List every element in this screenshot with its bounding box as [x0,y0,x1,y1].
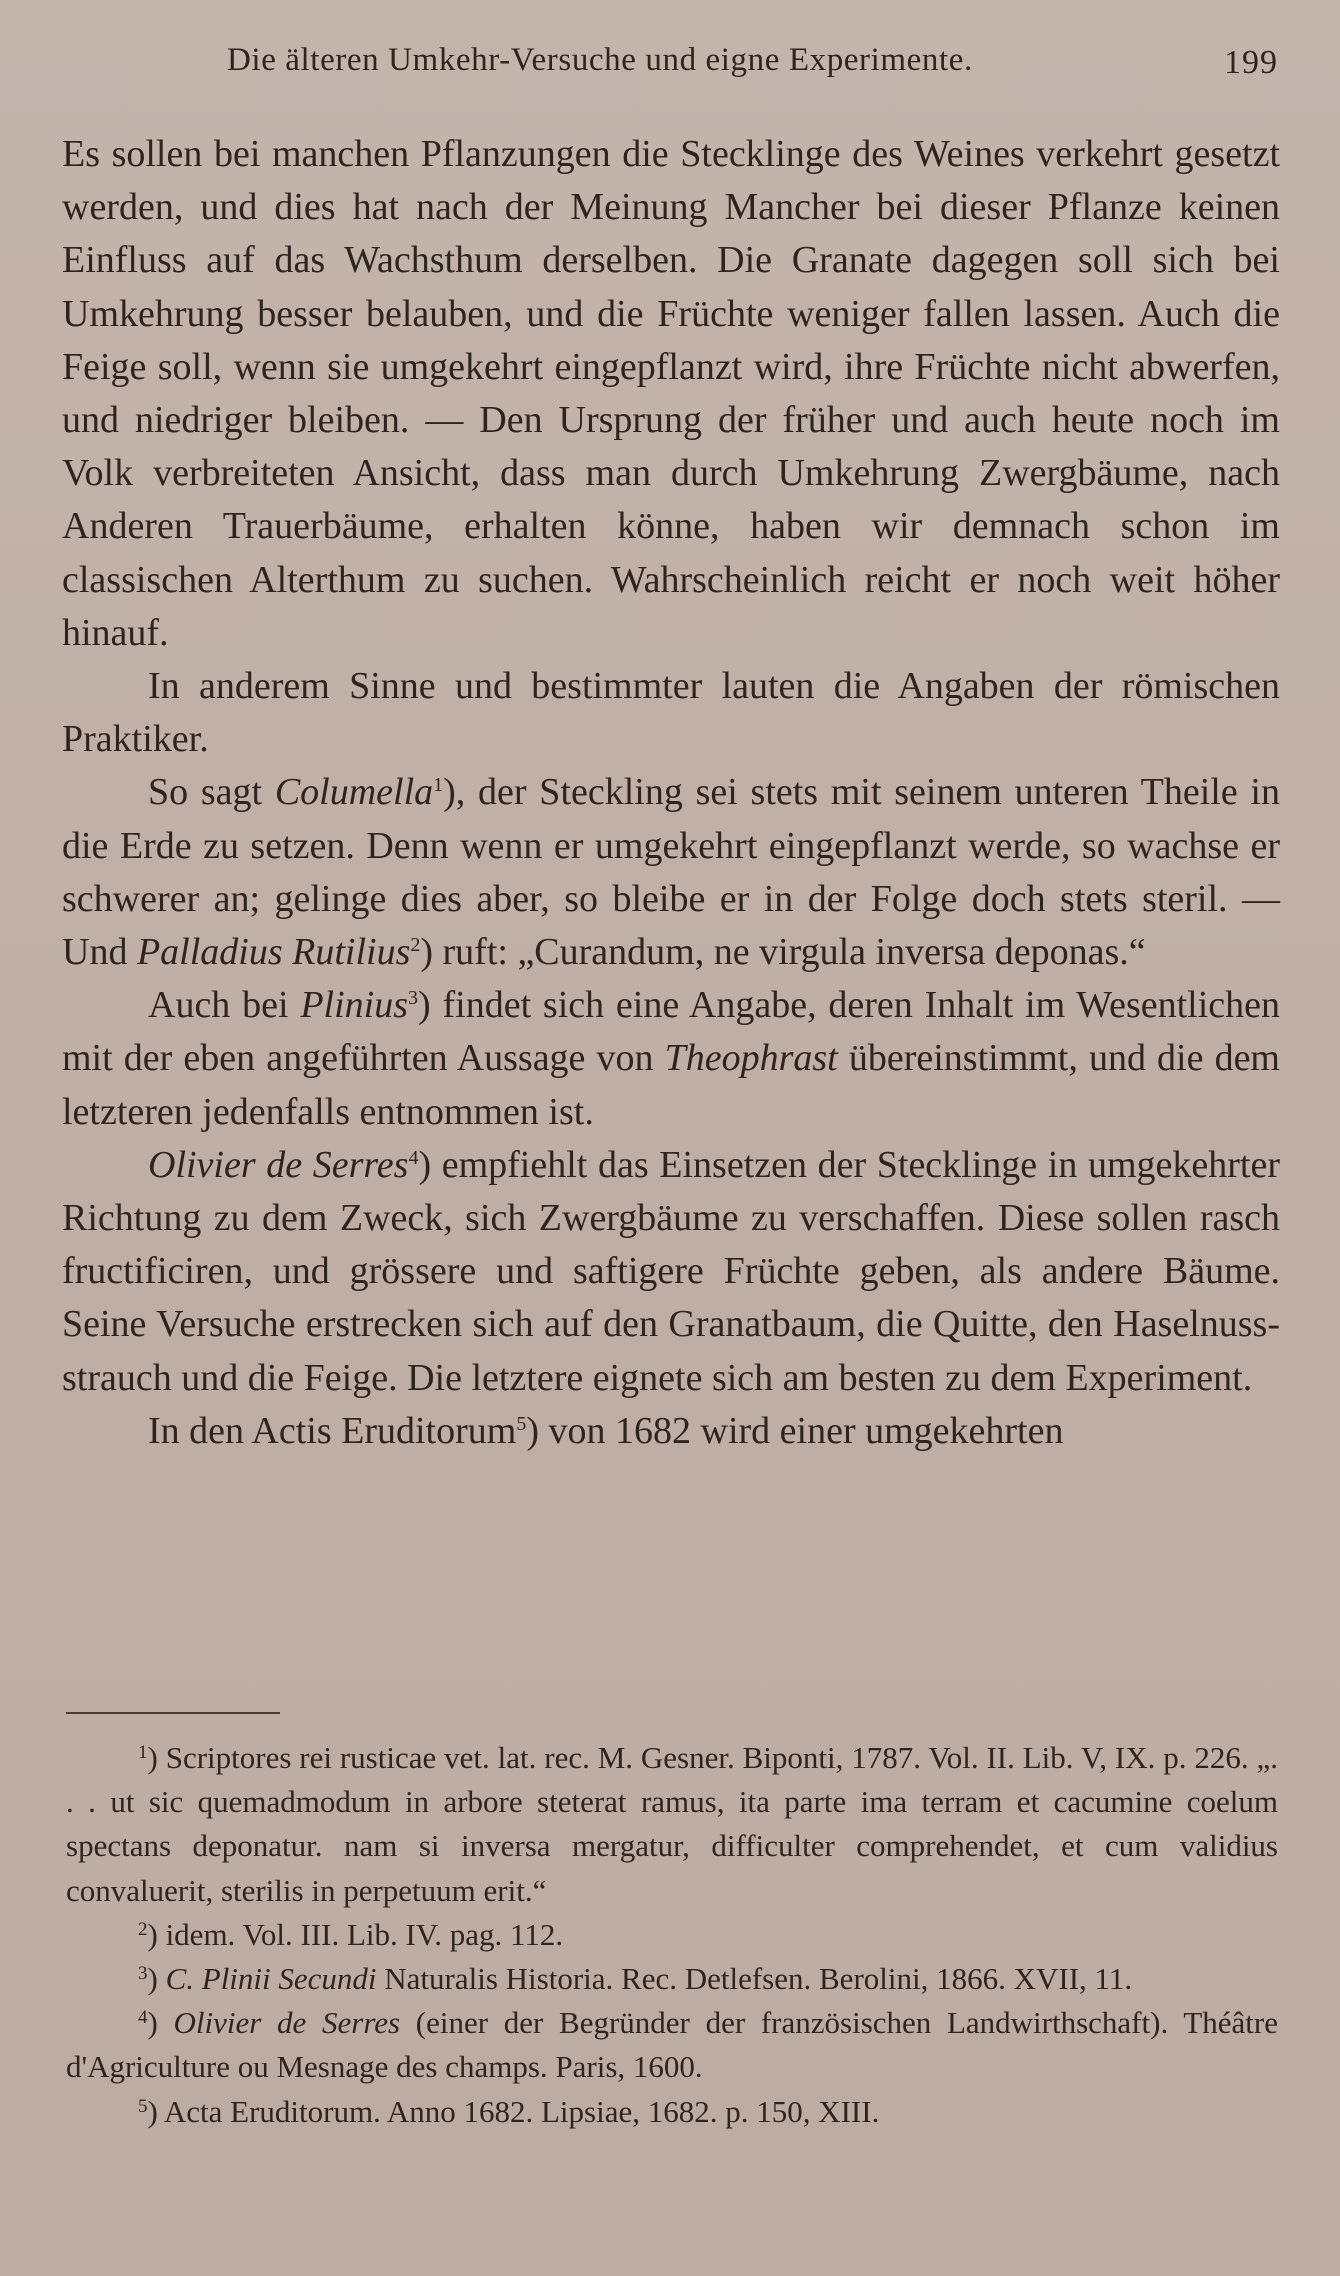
paragraph-text: ) von 1682 wird einer umgekehrten [526,1409,1064,1452]
paragraph-text: ) ruft: „Curandum, ne virgula inversa deponas.“ [420,931,1146,974]
footnote-author-name: C. Plinii Secundi [165,1961,377,1997]
paragraph-text: So sagt [148,771,275,814]
footnote-3 [66,1957,1278,2001]
footnote-text: ) idem. Vol. III. Lib. IV. pag. 112. [147,1916,564,1952]
footnote-mark: 1 [138,1742,148,1763]
footnote-text: (einer der Begründer der französischen Landwirthschaft). Théâtre d'Agriculture ou Mesnage des champs. Paris, 1600. [66,2005,1278,2085]
paragraph-text: Auch bei [148,984,301,1027]
footnote-text: Naturalis Historia. Rec. Detlefsen. Berolini, 1866. XVII, 11. [376,1961,1133,1997]
paragraph-3 [62,766,1280,979]
author-name-palladius: Palladius Rutilius [136,931,411,974]
paragraph-text: In anderem Sinne und bestimmter lauten die Angaben der römischen Praktiker. [62,665,1280,761]
footnote-ref-3: 3 [408,987,419,1010]
footnote-5 [66,2090,1278,2134]
author-name-olivier: Olivier de Serres [148,1143,409,1186]
footnote-author-name: Olivier de Serres [173,2005,401,2041]
footnotes [66,1736,1278,2134]
page-number: 199 [1224,44,1278,81]
footnote-text: ) Scriptores rei rusticae vet. lat. rec. M. Gesner. Biponti, 1787. Vol. II. Lib. V, IX. p. 226. „. . . ut sic quemadmodum in arbore steterat ramus, ita parte ima terram et cacumine coelum spectans deponatur. nam si inversa mergatur, difficulter comprehendet, et cum validius convaluerit, sterilis in perpetuum erit.“ [66,1740,1278,1908]
author-name-plinius: Plinius [300,984,409,1027]
paragraph-1 [62,128,1280,660]
author-name-theophrast: Theophrast [664,1037,838,1080]
paragraph-text: Es sollen bei manchen Pflanzungen die Stecklinge des Weines verkehrt gesetzt werden, und dies hat nach der Meinung Mancher bei dieser Pflanze keinen Einfluss auf das Wachsthum derselben. Die Granate dagegen soll sich bei Umkehrung besser belauben, und die Früchte weniger fallen lassen. Auch die Feige soll, wenn sie umgekehrt eingepflanzt wird, ihre Früchte nicht abwerfen, und niedriger bleiben. — Den Ursprung der früher und auch heute noch im Volk verbreiteten Ansicht, dass man durch Umkehrung Zwergbäume, nach Anderen Trauerbäume, erhalten könne, haben wir demnach schon im classischen Alterthum zu suchen. Wahrscheinlich reicht er noch weit höher hinauf. [62,133,1280,654]
footnote-text: ) [147,1961,166,1997]
footnote-mark: 4 [138,2007,148,2029]
footnote-1 [66,1736,1278,1913]
running-head-title: Die älteren Umkehr-Versuche und eigne Experimente. [227,42,973,78]
paragraph-text: ), der Steckling sei stets mit seinem unteren Theile in die Erde zu setzen. Denn wenn er umgekehrt eingepflanzt werde, so wachse er schwerer an; gelinge dies aber, so bleibe er in der Folge doch stets steril. — Und [62,771,1280,974]
footnote-mark: 2 [138,1918,148,1940]
footnote-4 [66,2001,1278,2089]
paragraph-5 [62,1139,1280,1405]
paragraph-text: In den Actis Eruditorum [148,1409,517,1452]
body-text [62,128,1280,1458]
footnote-mark: 5 [138,2095,148,2117]
footnote-mark: 3 [138,1963,148,1985]
footnote-ref-5: 5 [516,1412,527,1435]
paragraph-4 [62,979,1280,1139]
paragraph-text: übereinstimmt, und die dem letzteren jedenfalls entnommen ist. [62,1037,1280,1133]
running-head [62,42,1280,92]
footnote-text: ) Acta Eruditorum. Anno 1682. Lipsiae, 1682. p. 150, XIII. [147,2093,880,2129]
footnote-ref-2: 2 [410,934,421,957]
author-name-columella: Columella [274,771,434,814]
footnote-text: ) [147,2005,174,2041]
paragraph-2 [62,660,1280,766]
footnote-ref-1: 1 [433,774,444,797]
paragraph-text: ) findet sich eine Angabe, deren Inhalt im Wesentlichen mit der eben angeführten Aussage von [62,984,1281,1080]
footnote-ref-4: 4 [408,1146,419,1169]
footnote-2 [66,1913,1278,1957]
footnote-divider [66,1712,280,1714]
paragraph-text: ) empfiehlt das Einsetzen der Stecklinge in umgekehrter Richtung zu dem Zweck, sich Zwergbäume zu verschaffen. Diese sollen rasch fructificiren, und grössere und saftigere Früchte geben, als andere Bäume. Seine Versuche erstrecken sich auf den Granatbaum, die Quitte, den Haselnussstrauch und die Feige. Die letztere eignete sich am besten zu dem Experiment. [62,1143,1280,1399]
paragraph-6 [62,1405,1280,1458]
